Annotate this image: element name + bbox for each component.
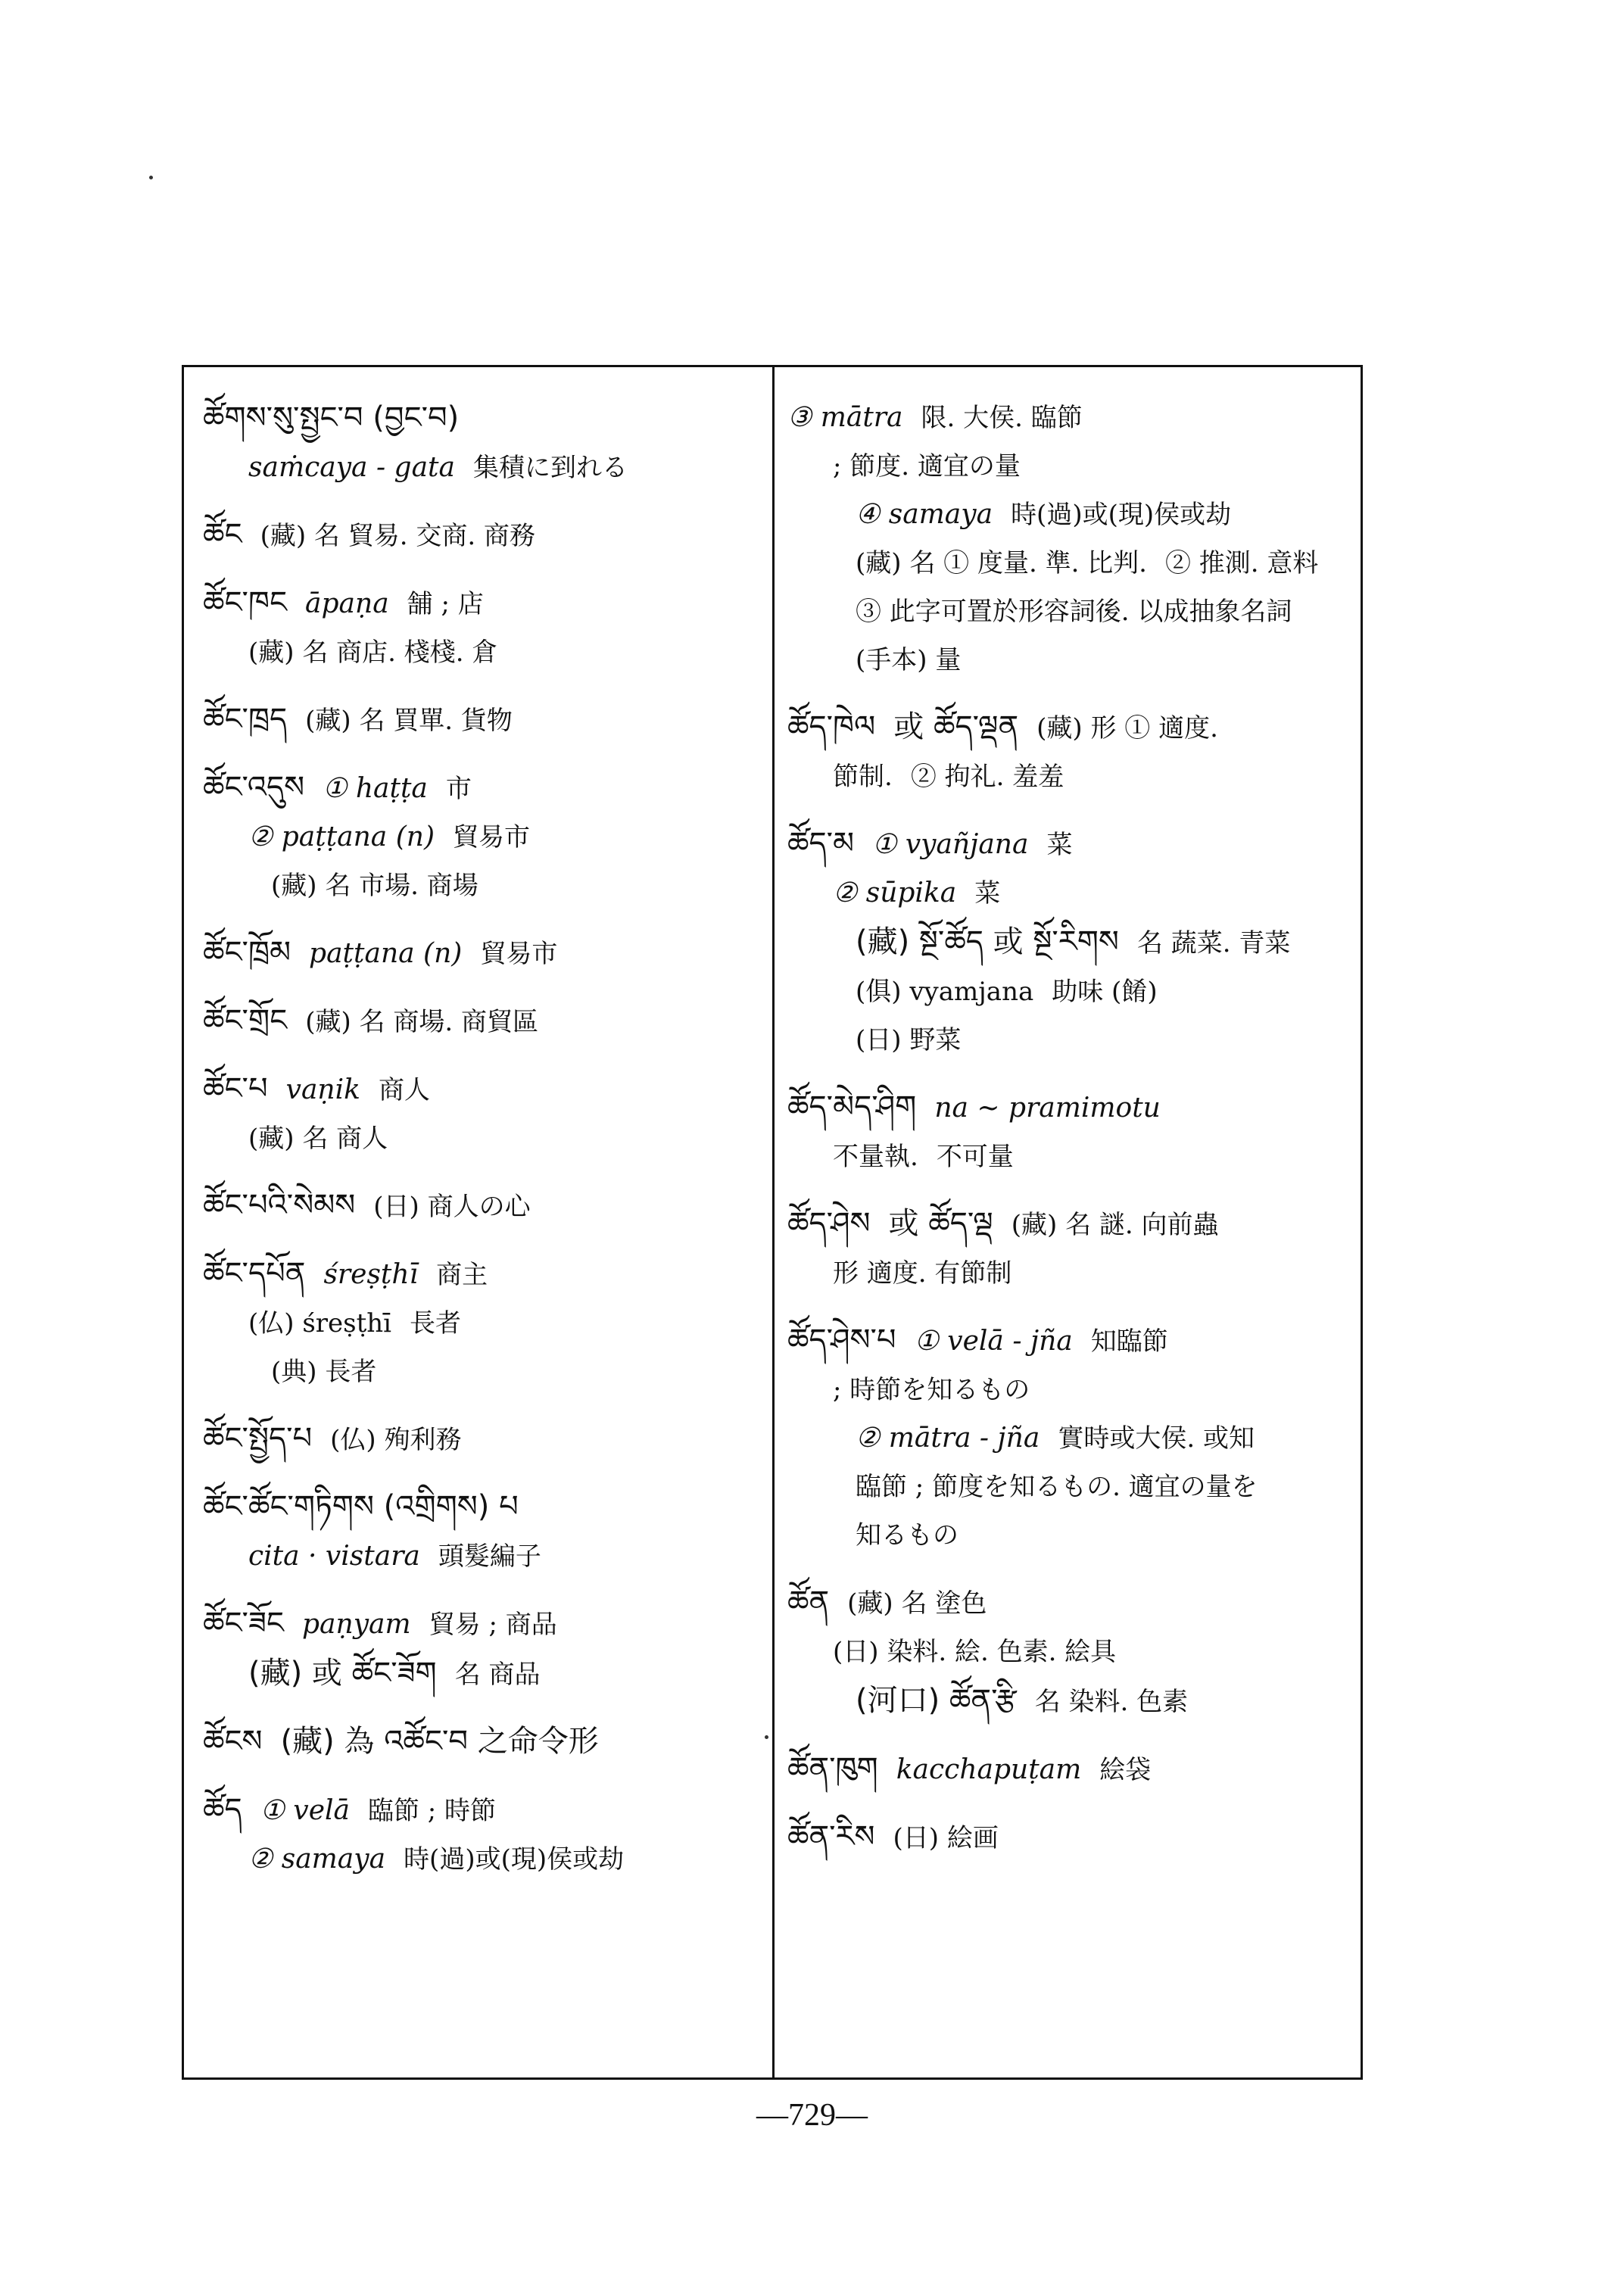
gloss-text: 菜 xyxy=(1046,830,1073,860)
entry-headline xyxy=(203,695,763,745)
entry-headline xyxy=(787,1744,1355,1794)
gloss-text: 臨節 ; 時節 xyxy=(367,1796,497,1826)
entry-headline xyxy=(787,819,1355,869)
gloss-text: 商人 xyxy=(378,1075,430,1105)
sanskrit-term: ② samaya xyxy=(248,1844,386,1875)
dictionary-entry xyxy=(203,1414,763,1464)
tibetan-headword: ཚོད་ཤེས་པ xyxy=(787,1323,896,1357)
entry-headline xyxy=(203,510,763,560)
entry-gloss-line xyxy=(203,862,763,910)
entry-headline xyxy=(787,1199,1355,1249)
entry-gloss-line xyxy=(787,1628,1355,1676)
sanskrit-term: ① vyañjana xyxy=(872,829,1029,860)
sanskrit-term: śreṣṭhī xyxy=(323,1259,419,1290)
sanskrit-term: vaṇik xyxy=(285,1074,360,1105)
gloss-text: (仏) 殉利務 xyxy=(330,1425,462,1455)
dictionary-entry xyxy=(203,1599,763,1699)
gloss-text: 市 xyxy=(445,774,472,804)
tibetan-headword: ཚོད་ཁེལ xyxy=(787,709,876,744)
gloss-text: 名 商品 xyxy=(454,1660,541,1690)
entry-headline xyxy=(203,1414,763,1464)
gloss-text: ② 推測. 意料 xyxy=(1165,548,1319,578)
gloss-text: (藏) 名 貿易. 交商. 商務 xyxy=(260,521,535,551)
entry-gloss-line xyxy=(787,491,1355,539)
gloss-text: 長者 xyxy=(410,1308,462,1339)
entry-headline xyxy=(203,928,763,978)
dictionary-entry xyxy=(203,510,763,560)
dictionary-entry xyxy=(787,819,1355,1064)
dictionary-entry xyxy=(787,1083,1355,1181)
entry-headline xyxy=(203,1181,763,1231)
sanskrit-term: ④ samaya xyxy=(856,499,993,530)
gloss-text: 菜 xyxy=(974,878,1001,909)
dictionary-entry xyxy=(203,996,763,1046)
entry-gloss-line xyxy=(787,1366,1355,1414)
entry-gloss-line xyxy=(787,539,1355,588)
gloss-text: 形 適度. 有節制 xyxy=(833,1258,1012,1289)
tibetan-headword: ཚོང་ཁང xyxy=(203,585,288,620)
dictionary-entry xyxy=(203,394,763,492)
tibetan-headword: (藏) སྔོ་ཚོད 或 སྔོ་རིགས xyxy=(856,924,1119,959)
gloss-text: ; 時節を知るもの xyxy=(833,1375,1030,1405)
sanskrit-term: āpaṇa xyxy=(305,588,389,619)
gloss-text: 時(過)或(現)侯或劫 xyxy=(404,1844,625,1875)
entry-headline xyxy=(203,1785,763,1835)
gloss-text: 不可量 xyxy=(936,1142,1014,1172)
gloss-text: 絵袋 xyxy=(1099,1755,1152,1785)
gloss-text: (藏) 名 買單. 貨物 xyxy=(305,706,513,736)
column-divider xyxy=(772,365,775,2080)
gloss-text: 知るもの xyxy=(856,1520,959,1551)
gloss-text: (典) 長者 xyxy=(271,1357,377,1387)
entry-headline xyxy=(787,1316,1355,1366)
tibetan-headword: ཚོད་ཤེས xyxy=(787,1206,871,1241)
page-number: —729— xyxy=(756,2098,868,2133)
gloss-text: (藏) 形 ① 適度. xyxy=(1036,713,1218,743)
gloss-text: 時(過)或(現)侯或劫 xyxy=(1011,500,1232,530)
gloss-text: (藏) 名 謎. 向前蟲 xyxy=(1011,1210,1219,1240)
sanskrit-term: ① velā - jña xyxy=(914,1326,1073,1357)
gloss-text: 不量執. xyxy=(833,1142,918,1172)
dictionary-entry xyxy=(203,763,763,910)
tibetan-headword: ཚོད xyxy=(203,1792,242,1827)
tibetan-headword: (藏) 或 ཚོང་ཟོག xyxy=(248,1656,437,1691)
entry-gloss-line xyxy=(787,1249,1355,1298)
tibetan-headword: ཚོད་མ xyxy=(787,826,855,861)
entry-headline xyxy=(787,394,1355,442)
dictionary-entry xyxy=(787,394,1355,684)
entry-gloss-line xyxy=(203,444,763,492)
gloss-text: 知臨節 xyxy=(1090,1326,1168,1357)
dictionary-entry xyxy=(203,1064,763,1163)
entry-gloss-line xyxy=(787,869,1355,918)
tibetan-headword: ཚོང་ཁྲོམ xyxy=(203,935,291,970)
stray-mark xyxy=(765,1735,768,1739)
tibetan-headword: ཚོང་པའི་སེམས xyxy=(203,1188,356,1223)
tibetan-headword: (河口) ཚོན་རྩི xyxy=(856,1683,1017,1718)
dictionary-entry xyxy=(203,1482,763,1581)
sanskrit-term: kacchapuṭam xyxy=(896,1754,1082,1785)
entry-gloss-line xyxy=(787,636,1355,684)
dictionary-entry xyxy=(787,1199,1355,1298)
gloss-text: ② 拘礼. 羞羞 xyxy=(910,762,1064,792)
gloss-text: ③ 此字可置於形容詞後. 以成抽象名詞 xyxy=(856,597,1292,627)
gloss-text: (仏) śreṣṭhī xyxy=(248,1308,392,1339)
gloss-text: 集積に到れる xyxy=(473,453,628,483)
sanskrit-term: ① haṭṭa xyxy=(323,773,428,804)
gloss-text: 貿易 ; 商品 xyxy=(429,1610,557,1640)
gloss-text: (俱) vyamjana xyxy=(856,977,1034,1007)
gloss-text: 貿易市 xyxy=(480,939,558,969)
gloss-text: 臨節 ; 節度を知るもの. 適宜の量を xyxy=(856,1472,1258,1502)
entry-headline xyxy=(787,1578,1355,1628)
tibetan-headword: ཚོང་ཚོང་གཏིགས (འགྲིགས) པ xyxy=(203,1489,519,1524)
entry-gloss-line xyxy=(787,1463,1355,1511)
left-column xyxy=(203,394,763,1902)
sanskrit-term: cita · vistara xyxy=(248,1541,420,1572)
sanskrit-term: na ~ pramimotu xyxy=(934,1092,1161,1124)
dictionary-entry xyxy=(787,1812,1355,1862)
dictionary-entry xyxy=(203,1785,763,1884)
dictionary-entry xyxy=(203,1249,763,1396)
dictionary-entry xyxy=(203,578,763,677)
gloss-text: 名 染料. 色素 xyxy=(1034,1687,1189,1717)
gloss-text: (藏) 名 商人 xyxy=(248,1124,388,1154)
dictionary-entry xyxy=(203,695,763,745)
entry-headline xyxy=(203,763,763,813)
gloss-text: (日) 野菜 xyxy=(856,1025,962,1055)
entry-gloss-line xyxy=(787,1676,1355,1726)
sanskrit-term: ② sūpika xyxy=(833,877,957,909)
entry-gloss-line xyxy=(787,1016,1355,1064)
gloss-text: 實時或大侯. 或知 xyxy=(1058,1423,1255,1454)
dictionary-entry xyxy=(787,1744,1355,1794)
tibetan-headword: 或 ཚོད་ལྡ xyxy=(888,1206,993,1241)
entry-headline xyxy=(787,703,1355,753)
gloss-text: 節制. xyxy=(833,762,893,792)
tibetan-headword: ཚོན་ཁུག xyxy=(787,1751,878,1786)
tibetan-headword: ཚོན xyxy=(787,1585,830,1619)
tibetan-headword: ཚོང་དཔོན xyxy=(203,1256,306,1291)
tibetan-headword: ཚོང་པ xyxy=(203,1071,268,1106)
tibetan-headword: 或 ཚོད་ལྡན xyxy=(893,709,1019,744)
dictionary-entry xyxy=(203,928,763,978)
stray-mark xyxy=(149,176,153,179)
tibetan-headword: ཚོང་ཁྲད xyxy=(203,702,288,737)
gloss-text: 貿易市 xyxy=(453,822,530,852)
entry-gloss-line xyxy=(787,588,1355,636)
gloss-text: 舗 ; 店 xyxy=(407,589,484,619)
dictionary-entry xyxy=(203,1717,763,1767)
dictionary-entry xyxy=(787,1316,1355,1560)
gloss-text: (藏) 名 商場. 商貿區 xyxy=(305,1007,538,1037)
tibetan-headword: ཚོགས་སུ་སྤྱང་བ (བྱང་བ) xyxy=(203,401,460,435)
sanskrit-term: paṇyam xyxy=(302,1609,411,1640)
tibetan-headword: ཚོང xyxy=(203,517,242,552)
gloss-text: (藏) 名 市場. 商場 xyxy=(271,871,478,901)
entry-gloss-line xyxy=(203,813,763,862)
entry-gloss-line xyxy=(787,918,1355,968)
tibetan-headword: ཚོང་གྲོང xyxy=(203,1003,288,1038)
entry-headline xyxy=(203,1599,763,1649)
entry-headline xyxy=(203,996,763,1046)
gloss-text: (日) 商人の心 xyxy=(373,1192,531,1222)
tibetan-headword: ཚོད་མེད་ཤིག xyxy=(787,1089,917,1124)
dictionary-entry xyxy=(787,703,1355,801)
entry-headline xyxy=(787,1812,1355,1862)
gloss-text: (藏) 名 ① 度量. 準. 比判. xyxy=(856,548,1147,578)
gloss-text: 商主 xyxy=(436,1260,488,1290)
entry-headline xyxy=(203,394,763,444)
entry-gloss-line xyxy=(787,753,1355,801)
gloss-text: (日) 染料. 絵. 色素. 絵具 xyxy=(833,1637,1117,1667)
sanskrit-term: ② mātra - jña xyxy=(856,1423,1040,1454)
tibetan-headword: ཚོང་འདུས xyxy=(203,770,305,805)
entry-headline xyxy=(203,1249,763,1299)
entry-headline xyxy=(203,1064,763,1114)
tibetan-headword: ཚོན་རིས xyxy=(787,1819,875,1854)
entry-gloss-line xyxy=(203,1348,763,1396)
right-column xyxy=(787,394,1355,1881)
tibetan-headword: ཚོང་སྤྱོད་པ xyxy=(203,1421,313,1456)
gloss-text: ; 節度. 適宜の量 xyxy=(833,451,1021,482)
entry-gloss-line xyxy=(787,1133,1355,1181)
sanskrit-term: ① velā xyxy=(260,1795,350,1826)
entry-gloss-line xyxy=(203,1114,763,1163)
entry-gloss-line xyxy=(787,1414,1355,1463)
entry-headline xyxy=(203,1717,763,1767)
gloss-text: 限. 大侯. 臨節 xyxy=(921,403,1083,433)
entry-gloss-line xyxy=(203,628,763,677)
entry-headline xyxy=(203,578,763,628)
tibetan-headword: ཚོངས xyxy=(203,1724,263,1759)
tibetan-headword: (藏) 為 འཚོང་བ 之命令形 xyxy=(280,1724,599,1759)
gloss-text: (手本) 量 xyxy=(856,645,962,675)
gloss-text: 名 蔬菜. 青菜 xyxy=(1136,928,1291,958)
entry-gloss-line xyxy=(787,968,1355,1016)
sanskrit-term: paṭṭana (n) xyxy=(309,938,463,969)
tibetan-headword: ཚོང་ཟོང xyxy=(203,1606,284,1641)
entry-gloss-line xyxy=(203,1532,763,1581)
gloss-text: (日) 絵画 xyxy=(893,1823,999,1853)
dictionary-entry xyxy=(787,1578,1355,1726)
entry-gloss-line xyxy=(203,1835,763,1884)
gloss-text: 頭髮編子 xyxy=(438,1541,541,1572)
sanskrit-term: ③ mātra xyxy=(787,402,903,433)
entry-headline xyxy=(203,1482,763,1532)
sanskrit-term: saṁcaya - gata xyxy=(248,452,455,483)
sanskrit-term: ② paṭṭana (n) xyxy=(248,821,435,852)
gloss-text: (藏) 名 塗色 xyxy=(847,1588,987,1619)
gloss-text: 助味 (餚) xyxy=(1052,977,1158,1007)
entry-gloss-line xyxy=(787,1511,1355,1560)
entry-gloss-line xyxy=(787,442,1355,491)
dictionary-entry xyxy=(203,1181,763,1231)
entry-gloss-line xyxy=(203,1649,763,1699)
gloss-text: (藏) 名 商店. 棧棧. 倉 xyxy=(248,637,498,668)
entry-gloss-line xyxy=(203,1299,763,1348)
entry-headline xyxy=(787,1083,1355,1133)
